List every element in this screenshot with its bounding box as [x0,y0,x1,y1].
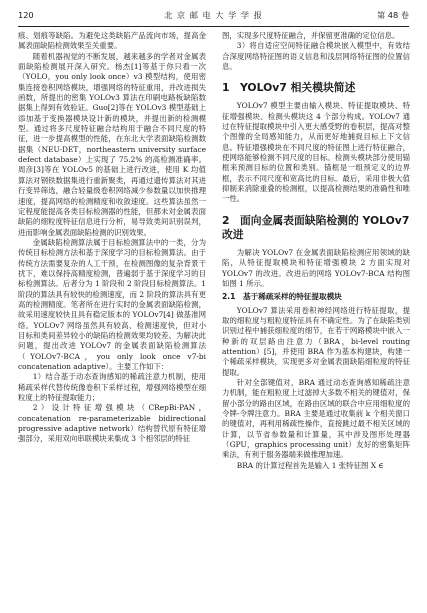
section-title-2: 面向金属表面缺陷检测的 YOLOv7 改进 [222,213,410,241]
page-number: 120 [18,10,34,20]
paragraph-bra-computation: BRA 的计算过程首先是输入 1 张特征图 X ∈ [236,460,384,470]
left-column [18,31,206,606]
header-rule [18,26,409,27]
paragraph-algorithm-overview: 金属缺陷检测算法属于目标检测算法中的一类，分为传统目标检测方法和基于深度学习的目标检测算法。由于传统方法需要复杂的人工干预，在检测图像的复杂背景干扰下，难以保持高精度检测，普遍弱于基于深度学习的目标检测算法。后者分为 1 阶段和 2 阶段目标检测算法。1 阶段的算法具有较快的检测速度，而 2 阶段的算法具有更高的检测精度。笔者所在进行实时的金属表面缺陷检测，故采用速度较快且具有稳定版本的 YOLOv7[4] 做基准网络。YOLOv7 网络虽然具有较高、检测速度快，但对小目标和类间差异较小的缺陷的检测效果均较差。为解决此问题，提出改进 YOLOv7 的金属表面缺陷检测算法（YOLOv7-BCA，you only look once v7-bi concatenation adaptive）。主要工作如下： [18,237,206,371]
contribution-item-1: 1）结合基于动态查询感知的稀疏注意力机制，使用稀疏采样代替传统像卷积下采样过程，增强网络模型在细粒度上的特征提取能力； [18,372,206,403]
contribution-item-2-continuation: 图，实现多尺度特征融合，并保留更准确的定位信息。 [222,31,400,40]
paragraph-bra-intro: YOLOv7 算法采用卷积神经网络进行特征提取，提取的细粒度与粗粒度特征具有不确定性。为了在缺陷类别识别过程中捕获细粒度的细节，在若干网路模块中嵌入一种新的双层路由注意力（BRA，bi-level routing attention）[5]，并使用 BRA 作为基本构建块，构建一个稀疏采样模块，实现更多对金属表面缺陷细粒度的特征提取。 [222,305,410,377]
paragraph-yolov7-overview: YOLOv7 模型主要由输入模块、特征提取模块、特征增强模块、检测头模块这 4 个部分构成。YOLOv7 通过在特征提取模块中引入更大感受野的卷积层，提高对整个图像的全局感知能力，从而更好地捕捉目标上下文信息。特征增强模块在不同尺度的特征图上进行特征融合，使网络能够检测不同尺度的目标。检测头模块部分使用锚框来预测目标的位置和类别。锚框是一组预定义的边界框，表示不同尺度和宽高比的目标。最后，采用非极大值抑制来消除重叠的检测框，以提高检测结果的准确性和唯一性。 [222,101,410,204]
right-column [222,31,410,606]
section-number-2: 2 [222,213,230,227]
paragraph-bra-mechanism: 针对全部键值对，BRA 通过动态查询感知稀疏注意力机制，能在粗粒度上过滤掉大多数不相关的键值对，保留小部分的路由区域，在路由区域的联合中应用细粒度的令牌-令牌注意力。BRA 主要是通过收集前 k 个相关窗口的键值对，再利用稀疏性操作，直接跳过最不相关区域的计算，以节省参数量和计算量，其中涉及图形处理器（GPU，graphics processing unit）友好的密集矩阵乘法，有利于服务器端来做推理加速。 [222,377,410,460]
volume-label: 第 48 卷 [377,10,409,20]
intro-continuation: 痕、划痕等缺陷。为避免这类缺陷产品流向市场，提高金属表面缺陷检测效果至关重要。 [18,31,206,51]
contribution-item-3: 3）将自适应空间特征融合模块嵌入模型中，有效结合深度网络特征图的语义信息和浅层网络特征图的位置信息。 [222,41,410,72]
subsection-heading-2-1: 2.1 基于稀疏采样的特征提取模块 [222,292,342,302]
paragraph-related-work: 随着机器视觉的不断发展，越来越多的学者对金属表面缺陷检测展开深入研究。杨杰[1]等基于你只看一次（YOLO，you only look once）v3 模型结构，使用密集连接卷积网络模块，增强网络的特征重用，并改进损失函数，所提出的密集 YOLOv3 算法在印刷电路板缺陷数据集上得到有效验证。Guo[2]等在 YOLOv3 模型基础上添加基于变换器模块设计新的模块，并提出新的检测模型。通过将多尺度特征融合结构用于融合不同尺度的特征，进一步提高模型的性能，在东北大学表面缺陷检测数据集（NEU-DET，northeastern university surface defect database）上实现了 75.2% 的高检测准确率。周彦[3]等在 YOLOv5 的基础上进行改进，使用 K 均值算法对钢铁数据集进行重新聚类，再通过遗传算法对其进行变异筛选，融合轻量级卷积网络减少参数量以加快推理速度，提高网络的检测精度和收敛速度。这些算法虽然一定程度能提高各类目标检测器的性能，但都未对金属表面缺陷的细粒度特征信息进行分析，易导致类间识别误判，进而影响金属表面缺陷检测的识别效果。 [18,51,206,237]
section-heading-2 [222,214,410,242]
section-number-1: 1 [222,81,230,95]
page-header [18,10,409,24]
paragraph-improvement-intro: 为解决 YOLOv7 在金属表面缺陷检测应用领域的缺陷，从特征提取模块和特征增强模块 2 方面实现对 YOLOv7 的改进。改进后的网络 YOLOv7-BCA 结构图如图 1 所示。 [222,247,410,288]
section-title-1: YOLOv7 相关模块简述 [240,81,356,95]
contribution-item-2: 2）设计特征增强模块（CRepBi-PAN，concatenation re-parameterizable bidirectional progressive adaptive network）结构替代原有特征增强部分，采用双向串联模块来集成 3 个相邻层的特征 [18,403,206,444]
section-heading-1 [222,81,410,95]
journal-title: 北 京 邮 电 大 学 学 报 [164,10,263,20]
